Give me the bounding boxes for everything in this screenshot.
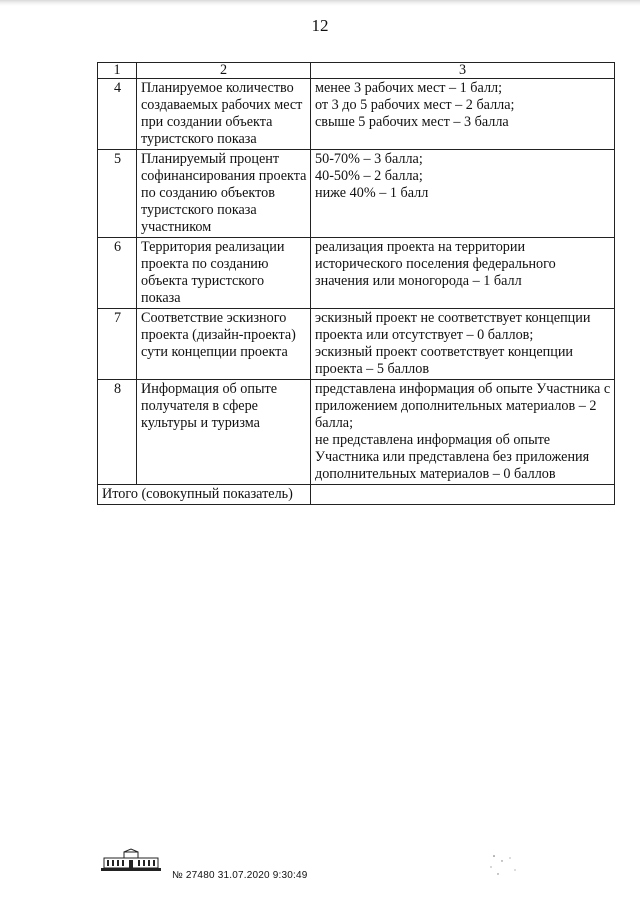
scoring-line: эскизный проект не соответствует концепции проекта или отсутствует – 0 баллов; (315, 310, 591, 343)
table-row (98, 238, 615, 309)
scoring-line: представлена информация об опыте Участника с приложением дополнительных материалов – 2 балла; (315, 381, 611, 431)
total-label: Итого (совокупный показатель) (98, 485, 311, 505)
row-number: 7 (98, 309, 137, 380)
total-row (98, 485, 615, 505)
scoring-line: ниже 40% – 1 балл (315, 185, 429, 201)
header-col-2: 2 (137, 63, 311, 79)
scoring-line: свыше 5 рабочих мест – 3 балла (315, 114, 509, 130)
scoring-cell (311, 150, 615, 238)
registration-number: № 27480 31.07.2020 9:30:49 (172, 870, 308, 881)
building-stamp-icon (100, 848, 162, 872)
scoring-line: эскизный проект соответствует концепции проекта – 5 баллов (315, 344, 574, 377)
header-col-3: 3 (311, 63, 615, 79)
scoring-line: 50-70% – 3 балла; (315, 151, 423, 167)
table-row (98, 150, 615, 238)
table-row (98, 79, 615, 150)
row-number: 8 (98, 380, 137, 485)
scoring-line: не представлена информация об опыте Участника или представлена без приложения дополнительных материалов – 0 баллов (315, 432, 590, 482)
scoring-line: менее 3 рабочих мест – 1 балл; (315, 80, 503, 96)
scoring-cell (311, 380, 615, 485)
scoring-line: 40-50% – 2 балла; (315, 168, 423, 184)
total-value (311, 485, 615, 505)
scoring-cell (311, 309, 615, 380)
header-col-1: 1 (98, 63, 137, 79)
criterion-cell: Соответствие эскизного проекта (дизайн-проекта) сути концепции проекта (137, 309, 311, 380)
criterion-cell: Планируемый процент софинансирования проекта по созданию объектов туристского показа участником (137, 150, 311, 238)
scan-top-edge (0, 0, 640, 6)
table-row (98, 380, 615, 485)
scoring-line: от 3 до 5 рабочих мест – 2 балла; (315, 97, 515, 113)
criteria-table (97, 62, 615, 505)
criterion-cell: Информация об опыте получателя в сфере культуры и туризма (137, 380, 311, 485)
row-number: 4 (98, 79, 137, 150)
row-number: 6 (98, 238, 137, 309)
criterion-cell: Территория реализации проекта по созданию объекта туристского показа (137, 238, 311, 309)
scoring-cell (311, 238, 615, 309)
table-row (98, 309, 615, 380)
scan-specks (488, 852, 528, 882)
scoring-line: реализация проекта на территории исторического поселения федерального значения или моногорода – 1 балл (315, 239, 556, 289)
row-number: 5 (98, 150, 137, 238)
table-header-row (98, 63, 615, 79)
page-number: 12 (311, 16, 329, 35)
criterion-cell: Планируемое количество создаваемых рабочих мест при создании объекта туристского показа (137, 79, 311, 150)
scoring-cell (311, 79, 615, 150)
